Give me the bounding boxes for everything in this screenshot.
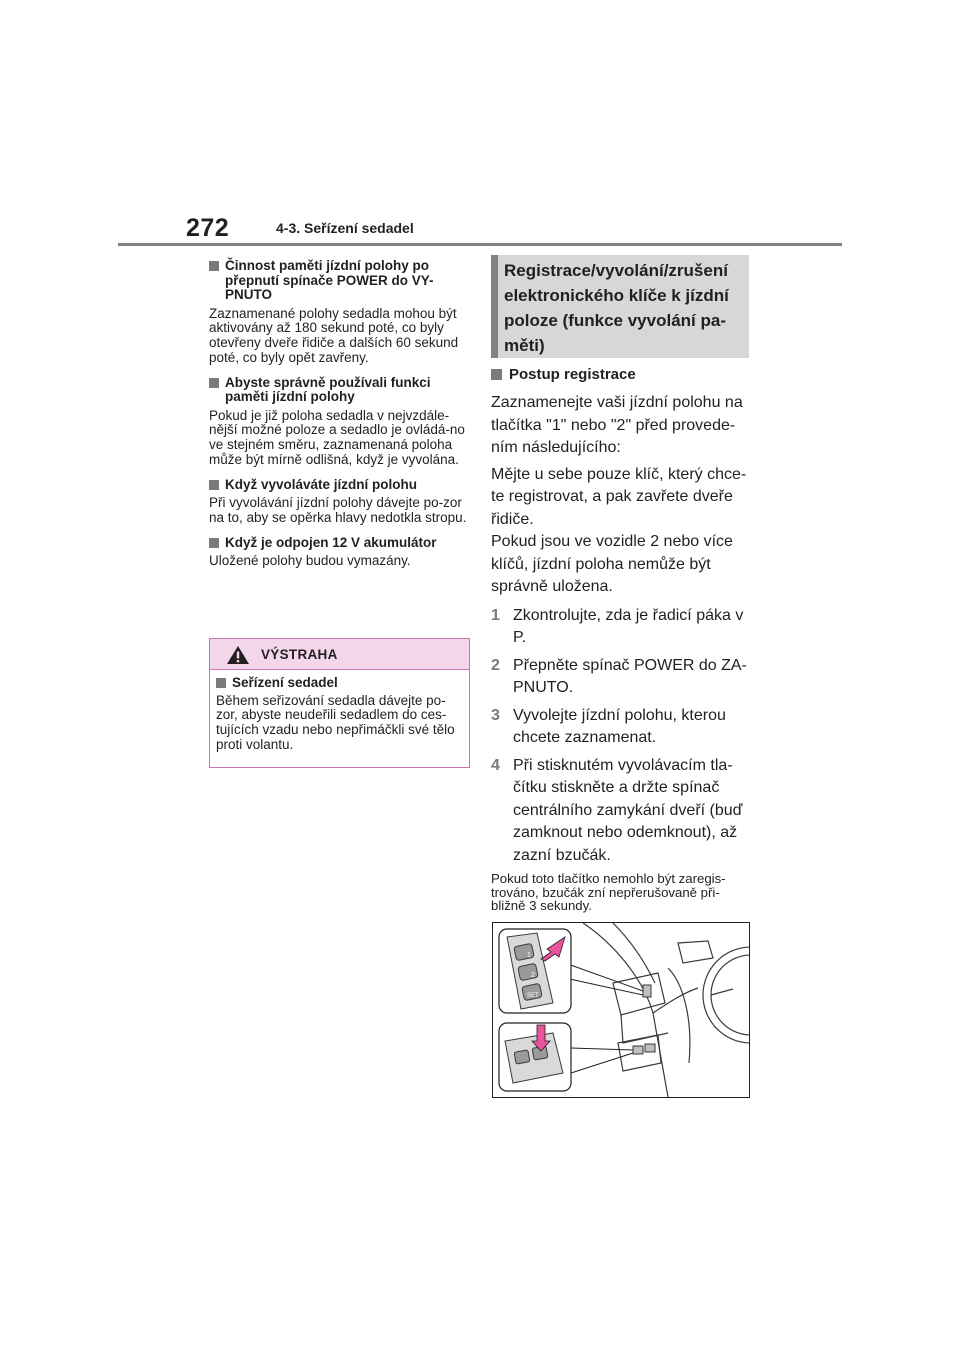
step-text: Přepněte spínač POWER do ZA-PNUTO.: [513, 656, 747, 696]
right-column: [491, 366, 753, 913]
step-number: 3: [491, 706, 500, 724]
warning-triangle-icon: [226, 645, 250, 665]
section-title-bar: [491, 255, 498, 358]
left-column: [209, 255, 471, 579]
button-label-2: 2: [531, 972, 535, 979]
bullet-square-icon: [209, 480, 219, 490]
subsection-heading: Abyste správně používali funkci paměti jízdní polohy: [209, 376, 471, 405]
section-title-text: Registrace/vyvolání/zrušení elektronického klíče k jízdní poloze (funkce vyvolání pa-měti): [504, 261, 729, 355]
section-title: 4-3. Seřízení sedadel: [276, 220, 414, 236]
warning-body: [210, 670, 469, 753]
step-text: Vyvolejte jízdní polohu, kterou chcete zaznamenat.: [513, 706, 726, 746]
memory-buttons-inset: [499, 929, 571, 1013]
bullet-square-icon: [209, 378, 219, 388]
warning-title: VÝSTRAHA: [261, 647, 338, 662]
intro-text: Zaznamenejte vaši jízdní polohu na tlačítka "1" nebo "2" před provede-ním následujícího:: [491, 394, 743, 456]
subsection-text: Zaznamenané polohy sedadla mohou být aktivovány až 180 sekund poté, co byly otevřeny dveře řidiče a dalších 60 sekund poté, co byly opět zavřeny.: [209, 305, 459, 365]
step-item: [491, 605, 753, 650]
warning-header: [210, 639, 469, 670]
bullet-square-icon: [209, 538, 219, 548]
step-text: Zkontrolujte, zda je řadicí páka v P.: [513, 606, 744, 646]
bullet-square-icon: [209, 261, 219, 271]
step-number: 4: [491, 756, 500, 774]
button-label-1: 1: [527, 952, 531, 959]
paragraph: Mějte u sebe pouze klíč, který chce-te registrovat, a pak zavřete dveře řidiče.: [491, 465, 747, 528]
warning-text: Během seřizování sedadla dávejte po-zor, abyste neudeřili sedadlem do ces-tujících vzadu nebo nepřimáčkli své tělo proti volantu.: [216, 692, 455, 752]
subsection-text: Při vyvolávání jízdní polohy dávejte po-zor na to, aby se opěrka hlavy nedotkla stropu.: [209, 495, 467, 526]
header-rule: [118, 243, 842, 246]
subsection-text: Pokud je již poloha sedadla v nejvzdále-nější možné poloze a sedadlo je ovládá-no ve stejném směru, zaznamenaná poloha může být mírně odlišná, když je vyvolána.: [209, 407, 465, 468]
door-panel-illustration: [493, 923, 749, 1097]
step-item: [491, 755, 753, 868]
warning-heading: Seřízení sedadel: [216, 676, 463, 691]
illustration: [492, 922, 750, 1098]
procedure-heading: Postup registrace: [491, 366, 753, 384]
subsection-heading: Když je odpojen 12 V akumulátor: [209, 536, 471, 551]
note-text: Pokud toto tlačítko nemohlo být zaregis-trováno, bzučák zní nepřerušovaně při-bližně 3 sekundy.: [491, 871, 726, 913]
subsection-text: Uložené polohy budou vymazány.: [209, 553, 411, 569]
step-number: 1: [491, 606, 500, 624]
bullet-square-icon: [216, 678, 226, 688]
button-label-set: SET: [527, 993, 539, 999]
step-text: Při stisknutém vyvolávacím tla-čítku stiskněte a držte spínač centrálního zamykání dveří (buď zamknout nebo odemknout), až zazní bzučák.: [513, 756, 743, 864]
step-item: [491, 705, 753, 750]
warning-box: [209, 638, 470, 768]
subsection-heading: Když vyvoláváte jízdní polohu: [209, 478, 471, 493]
door-lock-inset: [499, 1023, 571, 1091]
bullet-square-icon: [491, 369, 502, 380]
subsection-heading: Činnost paměti jízdní polohy po přepnutí spínače POWER do VY-PNUTO: [209, 259, 471, 303]
paragraph: Pokud jsou ve vozidle 2 nebo více klíčů, jízdní poloha nemůže být správně uložena.: [491, 533, 733, 595]
step-number: 2: [491, 656, 500, 674]
page-number: 272: [186, 214, 230, 242]
step-item: [491, 655, 753, 700]
